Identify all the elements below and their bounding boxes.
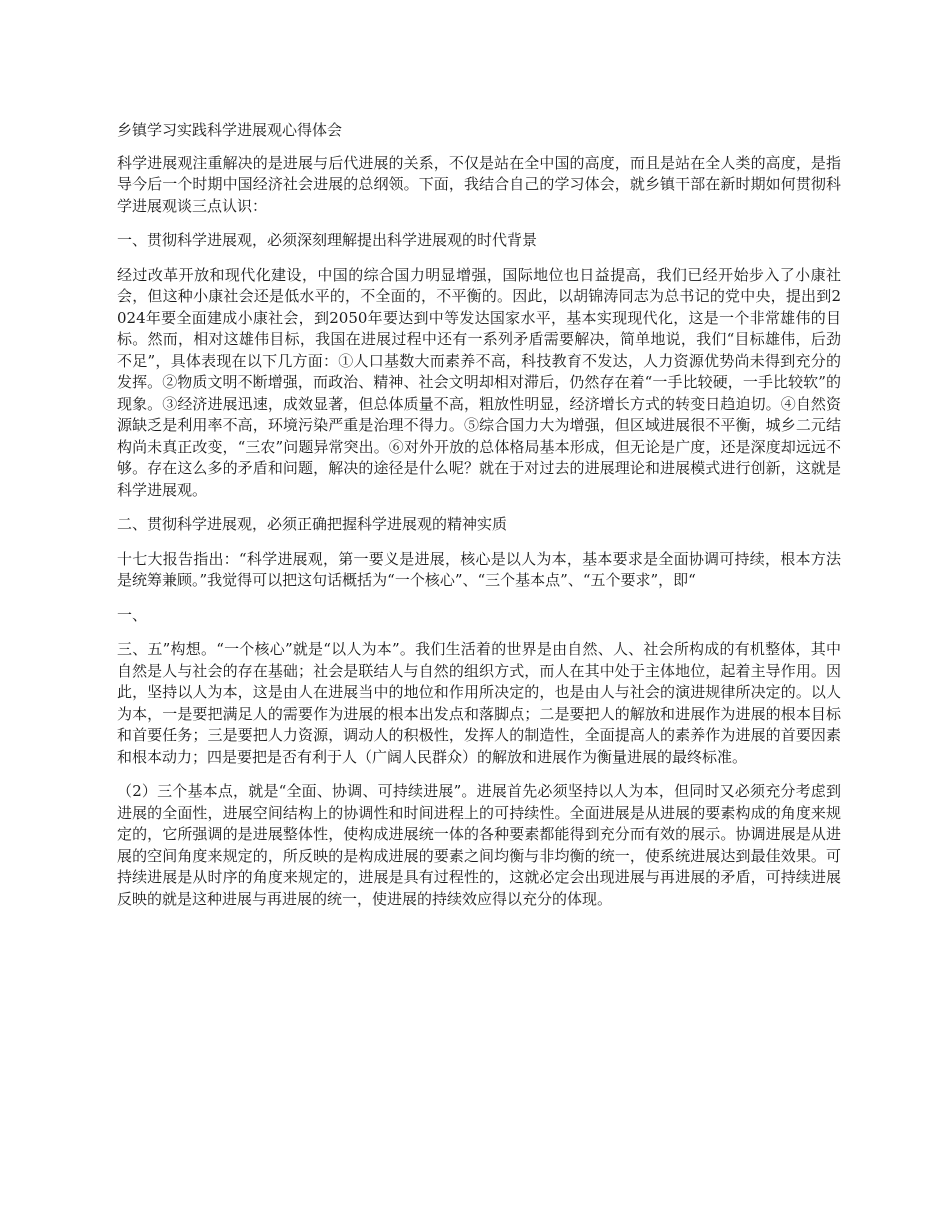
fragment-paragraph: 一、 xyxy=(117,605,148,624)
one-core-paragraph: 三、五”构想。“一个核心”就是“以人为本”。我们生活着的世界是由自然、人、社会所构成的有机整体，其中自然是人与社会的存在基础；社会是联结人与自然的组织方式，而人在其中处于主体地位，起着主导作用。因此，坚持以人为本，这是由人在进展当中的地位和作用所决定的，也是由人与社会的演进规律所决定的。以人为本，一是要把满足人的需要作为进展的根本出发点和落脚点；二是要把人的解放和进展作为进展的根本目标和首要任务；三是要把人力资源，调动人的积极性，发挥人的制造性，全面提高人的素养作为进展的首要因素和根本动力；四是要把是否有利于人（广阔人民群众）的解放和进展作为衡量进展的最终标准。 xyxy=(117,640,841,766)
section-heading-1: 一、贯彻科学进展观，必须深刻理解提出科学进展观的时代背景 xyxy=(117,231,538,249)
section-heading-2: 二、贯彻科学进展观，必须正确把握科学进展观的精神实质 xyxy=(117,515,508,533)
document-page xyxy=(117,120,841,923)
document-title: 乡镇学习实践科学进展观心得体会 xyxy=(117,121,343,139)
three-points-paragraph: （2）三个基本点，就是“全面、协调、可持续进展”。进展首先必须坚持以人为本，但同时又必须充分考虑到进展的全面性，进展空间结构上的协调性和时间进程上的可持续性。全面进展是从进展的要素构成的角度来规定的，它所强调的是进展整体性，使构成进展统一体的各种要素都能得到充分而有效的展示。协调进展是从进展的空间角度来规定的，所反映的是构成进展的要素之间均衡与非均衡的统一，使系统进展达到最佳效果。可持续进展是从时序的角度来规定的，进展是具有过程性的，这就必定会出现进展与再进展的矛盾，可持续进展反映的就是这种进展与再进展的统一，使进展的持续效应得以充分的体现。 xyxy=(117,782,841,908)
intro-paragraph: 科学进展观注重解决的是进展与后代进展的关系，不仅是站在全中国的高度，而且是站在全人类的高度，是指导今后一个时期中国经济社会进展的总纲领。下面，我结合自己的学习体会，就乡镇干部在新时期如何贯彻科学进展观谈三点认识： xyxy=(117,153,841,215)
report-quote-paragraph: 十七大报告指出：“科学进展观，第一要义是进展，核心是以人为本，基本要求是全面协调可持续，根本方法是统筹兼顾。”我觉得可以把这句话概括为“一个核心”、“三个基本点”、“五个要求”，即“ xyxy=(117,549,841,589)
background-paragraph: 经过改革开放和现代化建设，中国的综合国力明显增强，国际地位也日益提高，我们已经开始步入了小康社会，但这种小康社会还是低水平的，不全面的，不平衡的。因此，以胡锦涛同志为总书记的党中央，提出到2024年要全面建成小康社会，到2050年要达到中等发达国家水平，基本实现现代化，这是一个非常雄伟的目标。然而，相对这雄伟目标，我国在进展过程中还有一系列矛盾需要解决，简单地说，我们“目标雄伟，后劲不足”，具体表现在以下几方面：①人口基数大而素养不高，科技教育不发达，人力资源优势尚未得到充分的发挥。②物质文明不断增强，而政治、精神、社会文明却相对滞后，仍然存在着“一手比较硬，一手比较软”的现象。③经济进展迅速，成效显著，但总体质量不高，粗放性明显，经济增长方式的转变日趋迫切。④自然资源缺乏是利用率不高，环境污染严重是治理不得力。⑤综合国力大为增强，但区域进展很不平衡，城乡二元结构尚未真正改变，“三农”问题异常突出。⑥对外开放的总体格局基本形成，但无论是广度，还是深度却远远不够。存在这么多的矛盾和问题，解决的途径是什么呢？就在于对过去的进展理论和进展模式进行创新，这就是科学进展观。 xyxy=(117,265,841,499)
